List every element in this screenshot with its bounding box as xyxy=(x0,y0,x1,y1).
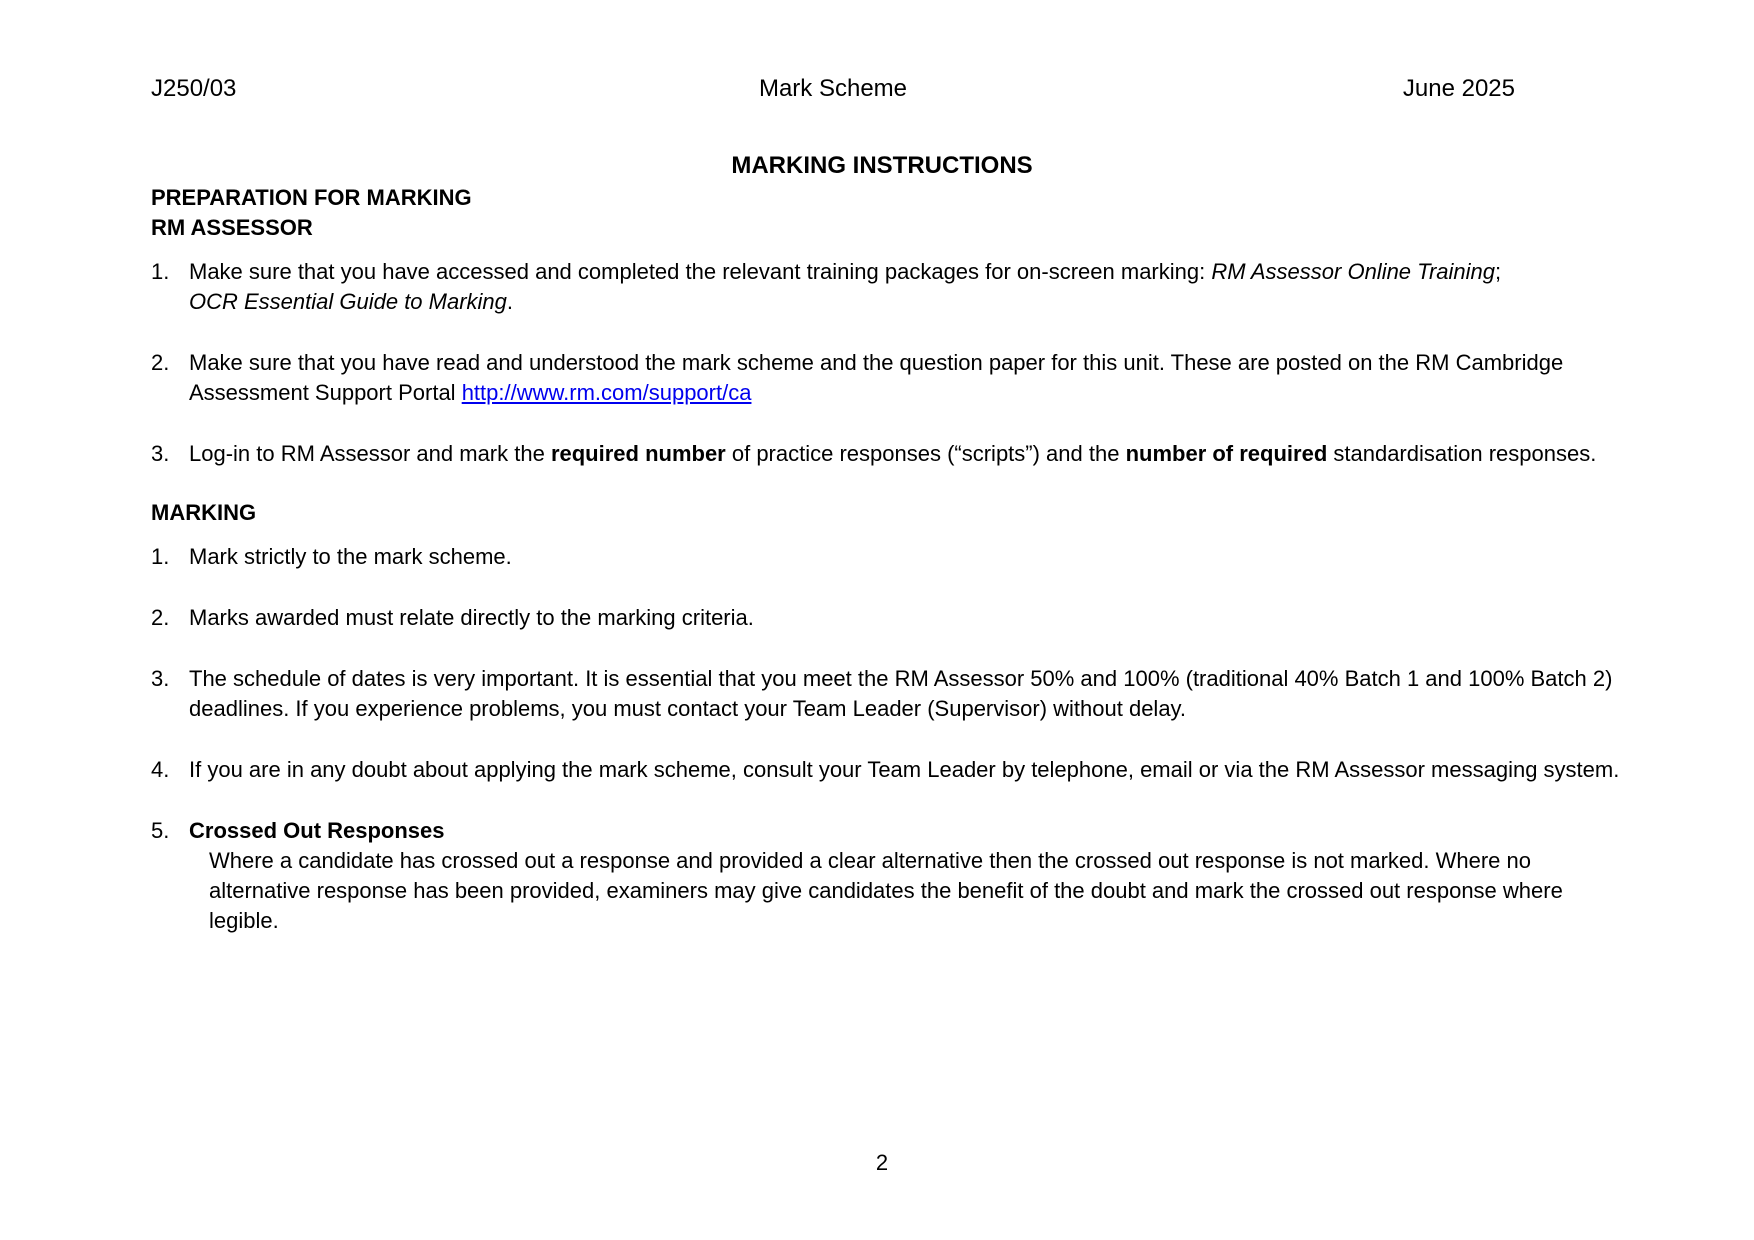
item-number: 3. xyxy=(151,666,170,691)
item-number: 1. xyxy=(151,544,170,569)
marking-heading: MARKING xyxy=(151,500,257,525)
item-italic-text: OCR Essential Guide to Marking xyxy=(189,289,507,314)
item-text: of practice responses (“scripts”) and the xyxy=(725,441,1126,466)
item-text: The schedule of dates is very important. It is essential that you meet the RM Assessor 50% and 100% (traditional 40% Batch 1 and 100% Batch 2) deadlines. If you experience problems, you must contact your Team Leader (Supervisor) without delay. xyxy=(189,666,1613,721)
item-text: Marks awarded must relate directly to the marking criteria. xyxy=(189,605,754,630)
page-title: MARKING INSTRUCTIONS xyxy=(731,152,1033,179)
page-header xyxy=(151,74,1515,104)
page-number: 2 xyxy=(875,1150,889,1175)
item-text: standardisation responses. xyxy=(1327,441,1597,466)
document-body xyxy=(151,183,1621,936)
item-text: . xyxy=(506,289,514,314)
item-text: Where a candidate has crossed out a response and provided a clear alternative then the crossed out response is not marked. Where no alternative response has been provided, examiners may give candidates the benefit of the doubt and mark the crossed out response where legible. xyxy=(209,848,1563,933)
item-bold-text: required number xyxy=(550,441,726,466)
list-item xyxy=(151,664,1621,724)
item-number: 1. xyxy=(151,259,170,284)
paper-code: J250/03 xyxy=(151,75,237,102)
item-number: 2. xyxy=(151,605,170,630)
item-text: Make sure that you have accessed and completed the relevant training packages for on-screen marking: xyxy=(189,259,1212,284)
marking-list xyxy=(151,542,1621,936)
item-number: 5. xyxy=(151,818,170,843)
item-number: 4. xyxy=(151,757,170,782)
list-item xyxy=(151,439,1621,469)
list-item xyxy=(151,603,1621,633)
rm-assessor-heading: RM ASSESSOR xyxy=(151,215,313,240)
item-bold-text: number of required xyxy=(1125,441,1328,466)
list-item xyxy=(151,257,1621,317)
item-text: If you are in any doubt about applying the mark scheme, consult your Team Leader by telephone, email or via the RM Assessor messaging system. xyxy=(189,757,1620,782)
list-item xyxy=(151,755,1621,785)
header-date: June 2025 xyxy=(1402,75,1515,102)
item-text: ; xyxy=(1495,259,1502,284)
list-item xyxy=(151,816,1621,936)
preparation-heading: PREPARATION FOR MARKING xyxy=(151,185,472,210)
item-text: Make sure that you have read and understood the mark scheme and the question paper for this unit. These are posted on the RM Cambridge Assessment Support Portal xyxy=(189,350,1564,405)
list-item xyxy=(151,348,1621,408)
item-text: Mark strictly to the mark scheme. xyxy=(189,544,512,569)
preparation-list xyxy=(151,257,1621,469)
list-item xyxy=(151,542,1621,572)
item-text: Log-in to RM Assessor and mark the xyxy=(189,441,551,466)
item-italic-text: RM Assessor Online Training xyxy=(1211,259,1496,284)
header-title: Mark Scheme xyxy=(758,75,908,102)
support-portal-link[interactable]: http://www.rm.com/support/ca xyxy=(461,380,752,405)
crossed-out-heading: Crossed Out Responses xyxy=(189,818,445,843)
item-number: 2. xyxy=(151,350,170,375)
item-number: 3. xyxy=(151,441,170,466)
